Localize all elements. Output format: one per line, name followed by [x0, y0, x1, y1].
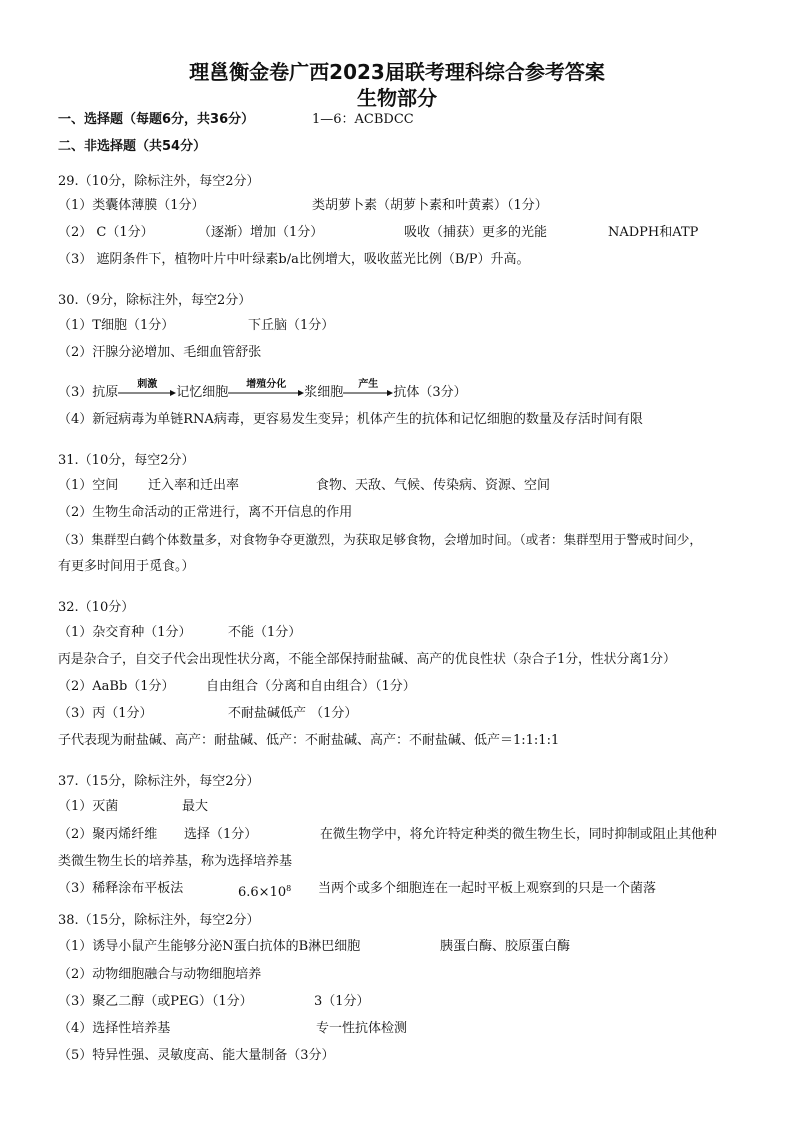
- q32-head: 32.（10分）: [58, 600, 135, 615]
- q30-line1: [58, 317, 335, 335]
- q38-line3: [58, 993, 370, 1011]
- q37-ans4b: $6.6\times 10^8$: [238, 884, 292, 901]
- flow-antibody: 抗体（3分）: [393, 385, 467, 400]
- q29-ans2a: （2） C（1分）: [58, 225, 154, 240]
- q37-ans4a: （3）稀释涂布平板法: [58, 881, 184, 896]
- q30-flow: [58, 379, 467, 402]
- section-1-head: 一、选择题（每题6分，共36分）: [58, 112, 255, 127]
- q37-ans1b: 最大: [182, 799, 209, 814]
- q32-line4: [58, 705, 358, 723]
- flow-arrow-1: 刺激: [118, 384, 176, 402]
- q37-ans2b: 选择（1分）: [184, 827, 258, 842]
- q31-head: 31.（10分，每空2分）: [58, 453, 195, 468]
- q38-ans3b: 3（1分）: [314, 994, 370, 1009]
- flow-plasma-cell: 浆细胞: [304, 385, 344, 400]
- q32-line3: [58, 678, 416, 696]
- q37-line4: [58, 880, 657, 901]
- q32-ans3a: （2）AaBb（1分）: [58, 679, 175, 694]
- q38-line2: （2）动物细胞融合与动物细胞培养: [58, 967, 262, 982]
- q38-ans3a: （3）聚乙二醇（或PEG）（1分）: [58, 994, 253, 1009]
- q38-ans1b: 胰蛋白酶、胶原蛋白酶: [440, 939, 571, 954]
- q29-ans1b: 类胡萝卜素（胡萝卜素和叶黄素）（1分）: [312, 198, 548, 213]
- q29-ans2c: 吸收（捕获）更多的光能: [404, 225, 548, 240]
- q31-line1: [58, 477, 551, 495]
- q37-ans2a: （2）聚丙烯纤维: [58, 827, 158, 842]
- q32-ans4a: （3）丙（1分）: [58, 706, 153, 721]
- q31-ans1b: 迁入率和迁出率: [148, 478, 240, 493]
- q31-ans1a: （1）空间: [58, 478, 119, 493]
- q31-line3: （3）集群型白鹤个体数量多，对食物争夺更激烈，为获取足够食物，会增加时间。（或者：集群型用于警戒时间少，: [58, 532, 702, 547]
- flow-arrow-2: 增殖分化: [228, 384, 304, 402]
- q38-ans1a: （1）诱导小鼠产生能够分泌N蛋白抗体的B淋巴细胞: [58, 939, 361, 954]
- page-title: 理邕衡金卷广西2023届联考理科综合参考答案: [189, 60, 605, 84]
- q37-ans2c: 在微生物学中，将允许特定种类的微生物生长，同时抑制或阻止其他种: [320, 827, 717, 842]
- q30-line4: （4）新冠病毒为单链RNA病毒，更容易发生变异；机体产生的抗体和记忆细胞的数量及存活时间有限: [58, 412, 643, 427]
- q38-ans4b: 专一性抗体检测: [316, 1021, 408, 1036]
- q37-line3: 类微生物生长的培养基，称为选择培养基: [58, 854, 293, 869]
- q31-line2: （2）生物生命活动的正常进行，离不开信息的作用: [58, 505, 353, 520]
- q38-line5: （5）特异性强、灵敏度高、能大量制备（3分）: [58, 1048, 335, 1063]
- q37-line1: [58, 798, 209, 816]
- flow-arrow-3: 产生: [343, 384, 393, 402]
- q29-ans2b: （逐渐）增加（1分）: [198, 225, 324, 240]
- q31-ans1c: 食物、天敌、气候、传染病、资源、空间: [316, 478, 551, 493]
- q30-ans1a: （1）T细胞（1分）: [58, 318, 175, 333]
- flow-antigen: （3）抗原: [58, 385, 119, 400]
- q38-ans4a: （4）选择性培养基: [58, 1021, 171, 1036]
- q38-line4: [58, 1020, 408, 1038]
- page-subtitle: 生物部分: [357, 86, 437, 110]
- q30-head: 30.（9分，除标注外，每空2分）: [58, 293, 252, 308]
- q32-ans1b: 不能（1分）: [228, 625, 302, 640]
- flow-memory-cell: 记忆细胞: [176, 385, 229, 400]
- q30-ans1b: 下丘脑（1分）: [248, 318, 335, 333]
- q38-head: 38.（15分，除标注外，每空2分）: [58, 913, 260, 928]
- q30-line2: （2）汗腺分泌增加、毛细血管舒张: [58, 345, 262, 360]
- choice-answers: 1—6：ACBDCC: [312, 112, 414, 127]
- q29-line3: （3） 遮阴条件下，植物叶片中叶绿素b/a比例增大，吸收蓝光比例（B/P）升高。: [58, 252, 530, 267]
- q32-ans3b: 自由组合（分离和自由组合）（1分）: [206, 679, 416, 694]
- q29-line2: [58, 224, 699, 242]
- q29-line1: [58, 197, 548, 215]
- q32-line2: 丙是杂合子，自交子代会出现性状分离，不能全部保持耐盐碱、高产的优良性状（杂合子1分，性状分离1分）: [58, 652, 676, 667]
- section-2-head: 二、非选择题（共54分）: [58, 139, 207, 154]
- q29-head: 29.（10分，除标注外，每空2分）: [58, 174, 260, 189]
- q37-ans4c: 当两个或多个细胞连在一起时平板上观察到的只是一个菌落: [318, 881, 657, 896]
- q37-head: 37.（15分，除标注外，每空2分）: [58, 774, 260, 789]
- q38-line1: [58, 938, 571, 956]
- q32-ans4b: 不耐盐碱低产 （1分）: [228, 706, 358, 721]
- q32-ans1a: （1）杂交育种（1分）: [58, 625, 192, 640]
- q31-line4: 有更多时间用于觅食。）: [58, 559, 195, 574]
- q29-ans2d: NADPH和ATP: [608, 225, 699, 240]
- section-1: [58, 111, 414, 129]
- q32-line1: [58, 624, 302, 642]
- q29-ans1a: （1）类囊体薄膜（1分）: [58, 198, 205, 213]
- q37-ans1a: （1）灭菌: [58, 799, 119, 814]
- q37-line2: [58, 826, 717, 844]
- q32-line5: 子代表现为耐盐碱、高产：耐盐碱、低产：不耐盐碱、高产：不耐盐碱、低产＝1:1:1:1: [58, 733, 560, 748]
